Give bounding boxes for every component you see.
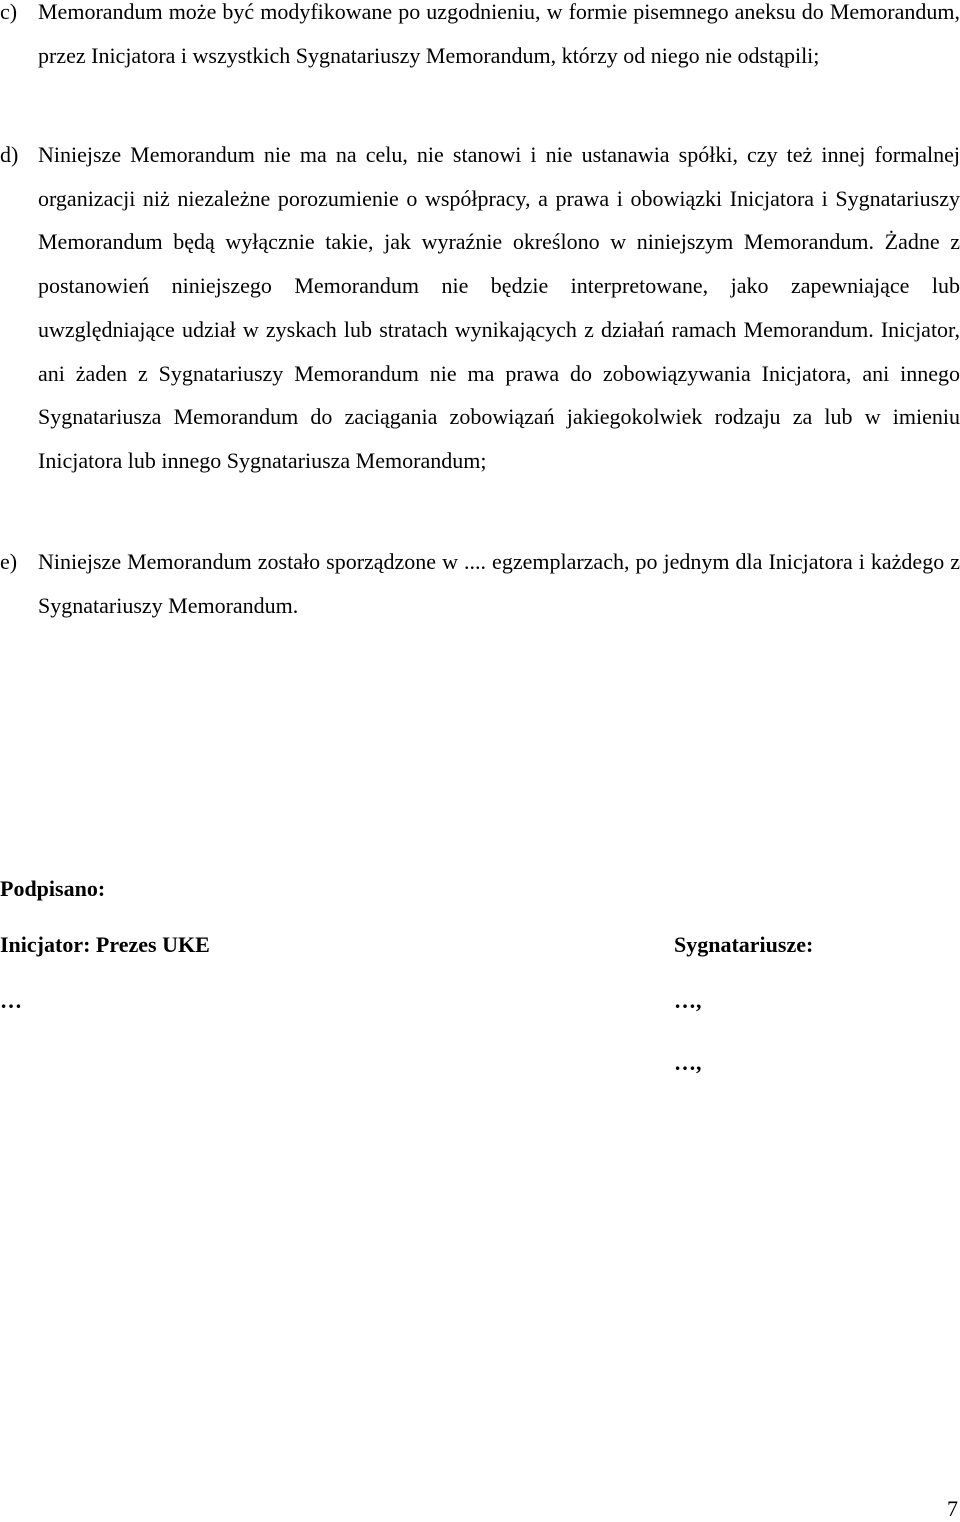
clause-e [0, 540, 960, 627]
signatory-signature-placeholder: …, [674, 1050, 702, 1075]
initiator-label: Inicjator: Prezes UKE [0, 932, 210, 957]
clause-text: Niniejsze Memorandum zostało sporządzone w .... egzemplarzach, po jednym dla Inicjatora i każdego z Sygnatariuszy Memorandum. [38, 549, 960, 618]
initiator-signature-placeholder: … [0, 988, 22, 1013]
signed-heading: Podpisano: [0, 876, 106, 901]
clause-c [0, 0, 960, 77]
clause-text: Niniejsze Memorandum nie ma na celu, nie stanowi i nie ustanawia spółki, czy też innej formalnej organizacji niż niezależne porozumienie o współpracy, a prawa i obowiązki Inicjatora i Sygnatariuszy Memorandum będą wyłącznie takie, jak wyraźnie określono w niniejszym Memorandum. Żadne z postanowień niniejszego Memorandum nie będzie interpretowane, jako zapewniające lub uwzględniające udział w zyskach lub stratach wynikających z działań ramach Memorandum. Inicjator, ani żaden z Sygnatariuszy Memorandum nie ma prawa do zobowiązywania Inicjatora, ani innego Sygnatariusza Memorandum do zaciągania zobowiązań jakiegokolwiek rodzaju za lub w imieniu Inicjatora lub innego Sygnatariusza Memorandum; [38, 142, 960, 473]
signatories-label: Sygnatariusze: [674, 932, 814, 957]
clause-marker: e) [0, 549, 18, 574]
clause-marker: d) [0, 142, 19, 167]
clause-d [0, 133, 960, 483]
clause-text: Memorandum może być modyfikowane po uzgodnieniu, w formie pisemnego aneksu do Memorandum, przez Inicjatora i wszystkich Sygnatariuszy Memorandum, którzy od niego nie odstąpili; [38, 0, 960, 68]
page-number: 7 [947, 1496, 958, 1521]
signatory-signature-placeholder: …, [674, 988, 702, 1013]
clause-marker: c) [0, 0, 18, 24]
